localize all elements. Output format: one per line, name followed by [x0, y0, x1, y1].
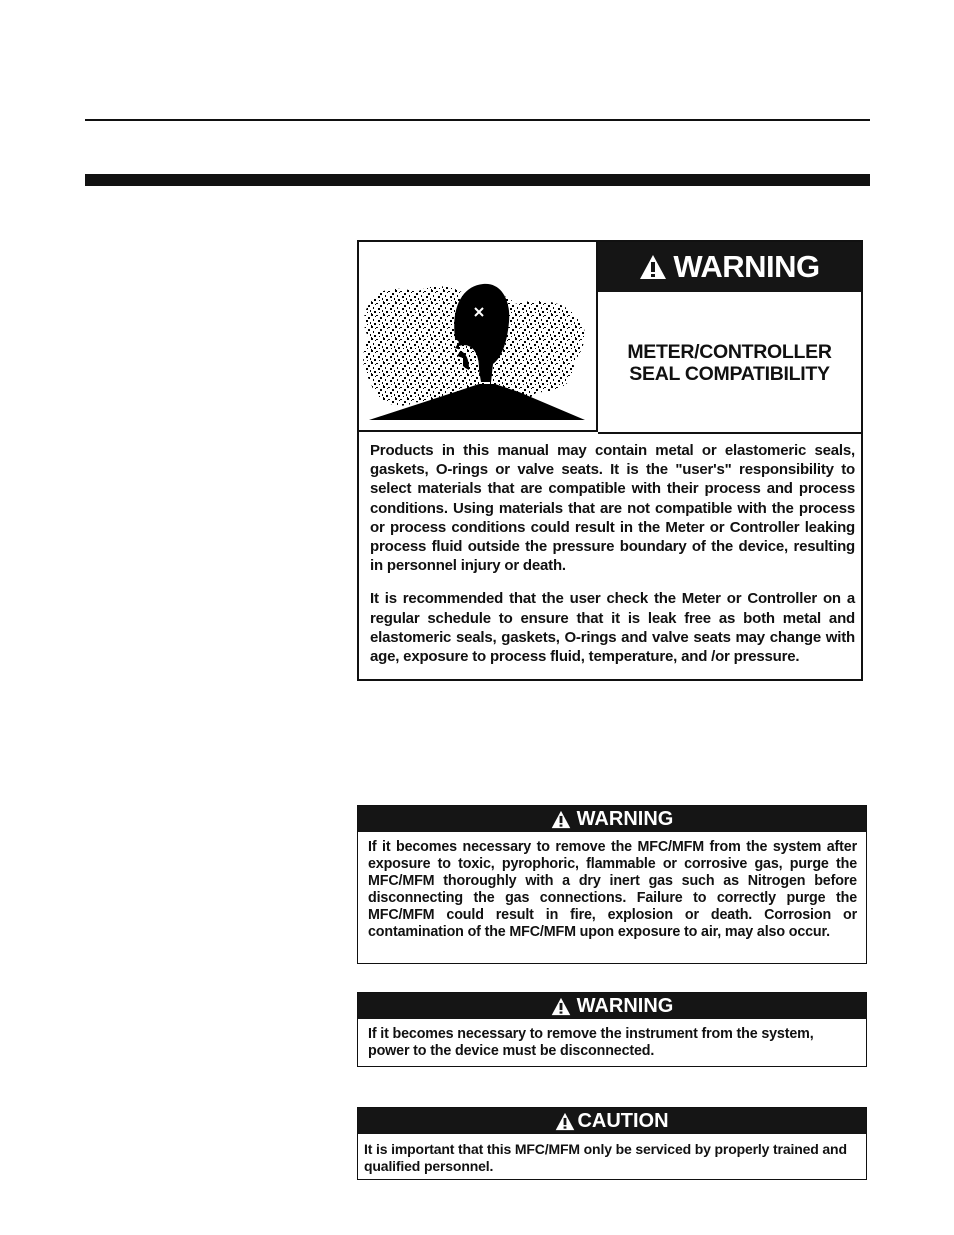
- notice-label: CAUTION: [577, 1109, 669, 1132]
- header-rule: [85, 119, 870, 121]
- service-caution-box: [357, 1107, 867, 1180]
- warning-body: [370, 441, 855, 680]
- warning-paragraph-2: It is recommended that the user check the Meter or Controller on a regular schedule to ensure that it is leak free as both metal and elastomeric seals, gaskets, O-rings and valve seats may change with age, exposure to process fluid, temperature, and /or pressure.: [370, 590, 855, 666]
- warning-title-line2: SEAL COMPATIBILITY: [629, 363, 830, 385]
- warning-title-box: [598, 292, 861, 434]
- notice-label: WARNING: [576, 807, 674, 830]
- warning-header-label: WARNING: [673, 249, 820, 284]
- notice-header: [358, 806, 866, 832]
- notice-header: [358, 993, 866, 1019]
- notice-header: [358, 1108, 866, 1134]
- notice-label: WARNING: [576, 994, 674, 1017]
- notice-text: If it becomes necessary to remove the instrument from the system, power to the device must be disconnected.: [368, 1026, 814, 1059]
- caution-triangle-icon: [555, 1112, 575, 1131]
- seal-compatibility-warning: [357, 240, 863, 681]
- warning-triangle-icon: [551, 997, 571, 1016]
- warning-title: [627, 341, 831, 385]
- warning-header: [598, 242, 861, 292]
- warning-triangle-icon: [639, 254, 667, 280]
- inhalation-hazard-icon: [359, 242, 598, 432]
- notice-text: It is important that this MFC/MFM only be serviced by properly trained and qualified personnel.: [364, 1141, 847, 1174]
- warning-paragraph-1: Products in this manual may contain metal or elastomeric seals, gaskets, O-rings or valve seats. It is the "user's" responsibility to select materials that are compatible with their process and process conditions. Using materials that are not compatible with the process or process conditions could result in the Meter or Controller leaking process fluid outside the pressure boundary of the device, resulting in personnel injury or death.: [370, 442, 855, 575]
- warning-title-line1: METER/CONTROLLER: [627, 341, 832, 363]
- section-bar: [85, 174, 870, 186]
- warning-triangle-icon: [551, 810, 571, 829]
- notice-text: If it becomes necessary to remove the MFC/MFM from the system after exposure to toxic, pyrophoric, flammable or corrosive gas, purge the MFC/MFM thoroughly with a dry inert gas such as Nitrogen before disconnecting the gas connections. Failure to correctly purge the MFC/MFM could result in fire, explosion or death. Corrosion or contamination of the MFC/MFM upon exposure to air, may also occur.: [368, 839, 857, 940]
- purge-warning-box: [357, 805, 867, 964]
- power-warning-box: [357, 992, 867, 1067]
